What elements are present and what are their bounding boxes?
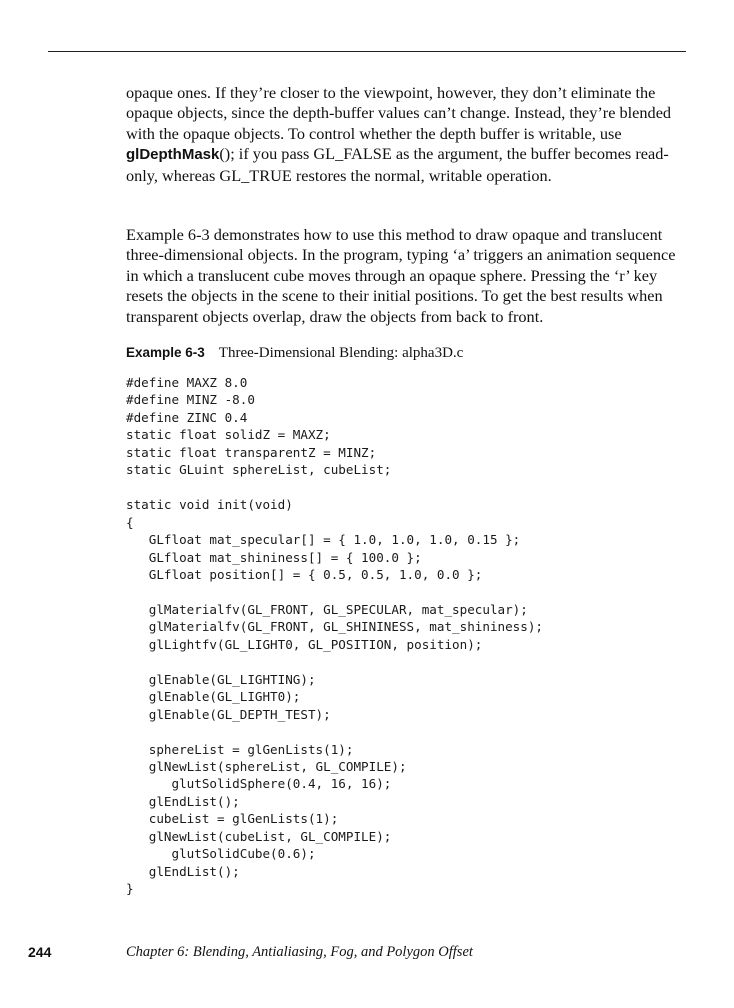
example-caption [126, 344, 463, 362]
code-line: glMaterialfv(GL_FRONT, GL_SHININESS, mat_shininess); [126, 619, 544, 635]
function-name-gldepthmask: glDepthMask [126, 146, 220, 164]
code-line: #define MINZ -8.0 [126, 392, 255, 408]
paragraph-1-text-a: opaque ones. If they’re closer to the viewpoint, however, they don’t eliminate the opaque objects, since the depth-buffer values can’t change. Instead, they’re blended with the opaque objects. To control whether the depth buffer is writable, use [126, 83, 672, 143]
code-line: glNewList(cubeList, GL_COMPILE); [126, 828, 392, 844]
code-line: glutSolidSphere(0.4, 16, 16); [126, 776, 392, 792]
code-line: glEnable(GL_LIGHTING); [126, 671, 316, 687]
code-line: static GLuint sphereList, cubeList; [126, 462, 392, 478]
code-line: static float transparentZ = MINZ; [126, 444, 377, 460]
code-line: glNewList(sphereList, GL_COMPILE); [126, 758, 407, 774]
body-paragraph-1 [126, 83, 684, 186]
code-line: glEnable(GL_DEPTH_TEST); [126, 706, 331, 722]
code-line: glMaterialfv(GL_FRONT, GL_SPECULAR, mat_specular); [126, 601, 528, 617]
paragraph-1-text-b: (); if you pass GL_FALSE as the argument, the buffer becomes read-only, whereas GL_TRUE restores the normal, writable operation. [126, 144, 669, 185]
body-paragraph-2: Example 6-3 demonstrates how to use this method to draw opaque and translucent three-dimensional objects. In the program, typing ‘a’ triggers an animation sequence in which a translucent cube moves through an opaque sphere. Pressing the ‘r’ key resets the objects in the scene to their initial positions. To get the best results when transparent objects overlap, draw the objects from back to front. [126, 225, 676, 326]
example-title: Three-Dimensional Blending: alpha3D.c [218, 345, 464, 361]
code-line: glEnable(GL_LIGHT0); [126, 689, 301, 705]
code-line: #define ZINC 0.4 [126, 409, 248, 425]
running-footer-title: Chapter 6: Blending, Antialiasing, Fog, and Polygon Offset [126, 944, 473, 960]
header-rule [48, 51, 686, 52]
code-line: glLightfv(GL_LIGHT0, GL_POSITION, position); [126, 636, 483, 652]
code-line: glEndList(); [126, 863, 240, 879]
code-line: GLfloat position[] = { 0.5, 0.5, 1.0, 0.0 }; [126, 566, 483, 582]
code-line: glutSolidCube(0.6); [126, 846, 316, 862]
code-line: cubeList = glGenLists(1); [126, 811, 339, 827]
code-line: #define MAXZ 8.0 [126, 375, 248, 390]
code-line: static float solidZ = MAXZ; [126, 427, 331, 443]
code-line: sphereList = glGenLists(1); [126, 741, 354, 757]
code-line: GLfloat mat_specular[] = { 1.0, 1.0, 1.0, 0.15 }; [126, 532, 521, 548]
example-label: Example 6-3 [126, 345, 205, 360]
code-line: glEndList(); [126, 793, 240, 809]
code-listing [126, 374, 543, 898]
code-line: { [126, 514, 134, 530]
code-line: } [126, 881, 134, 897]
code-line: static void init(void) [126, 497, 293, 513]
code-line: GLfloat mat_shininess[] = { 100.0 }; [126, 549, 422, 565]
page-number: 244 [28, 944, 52, 960]
